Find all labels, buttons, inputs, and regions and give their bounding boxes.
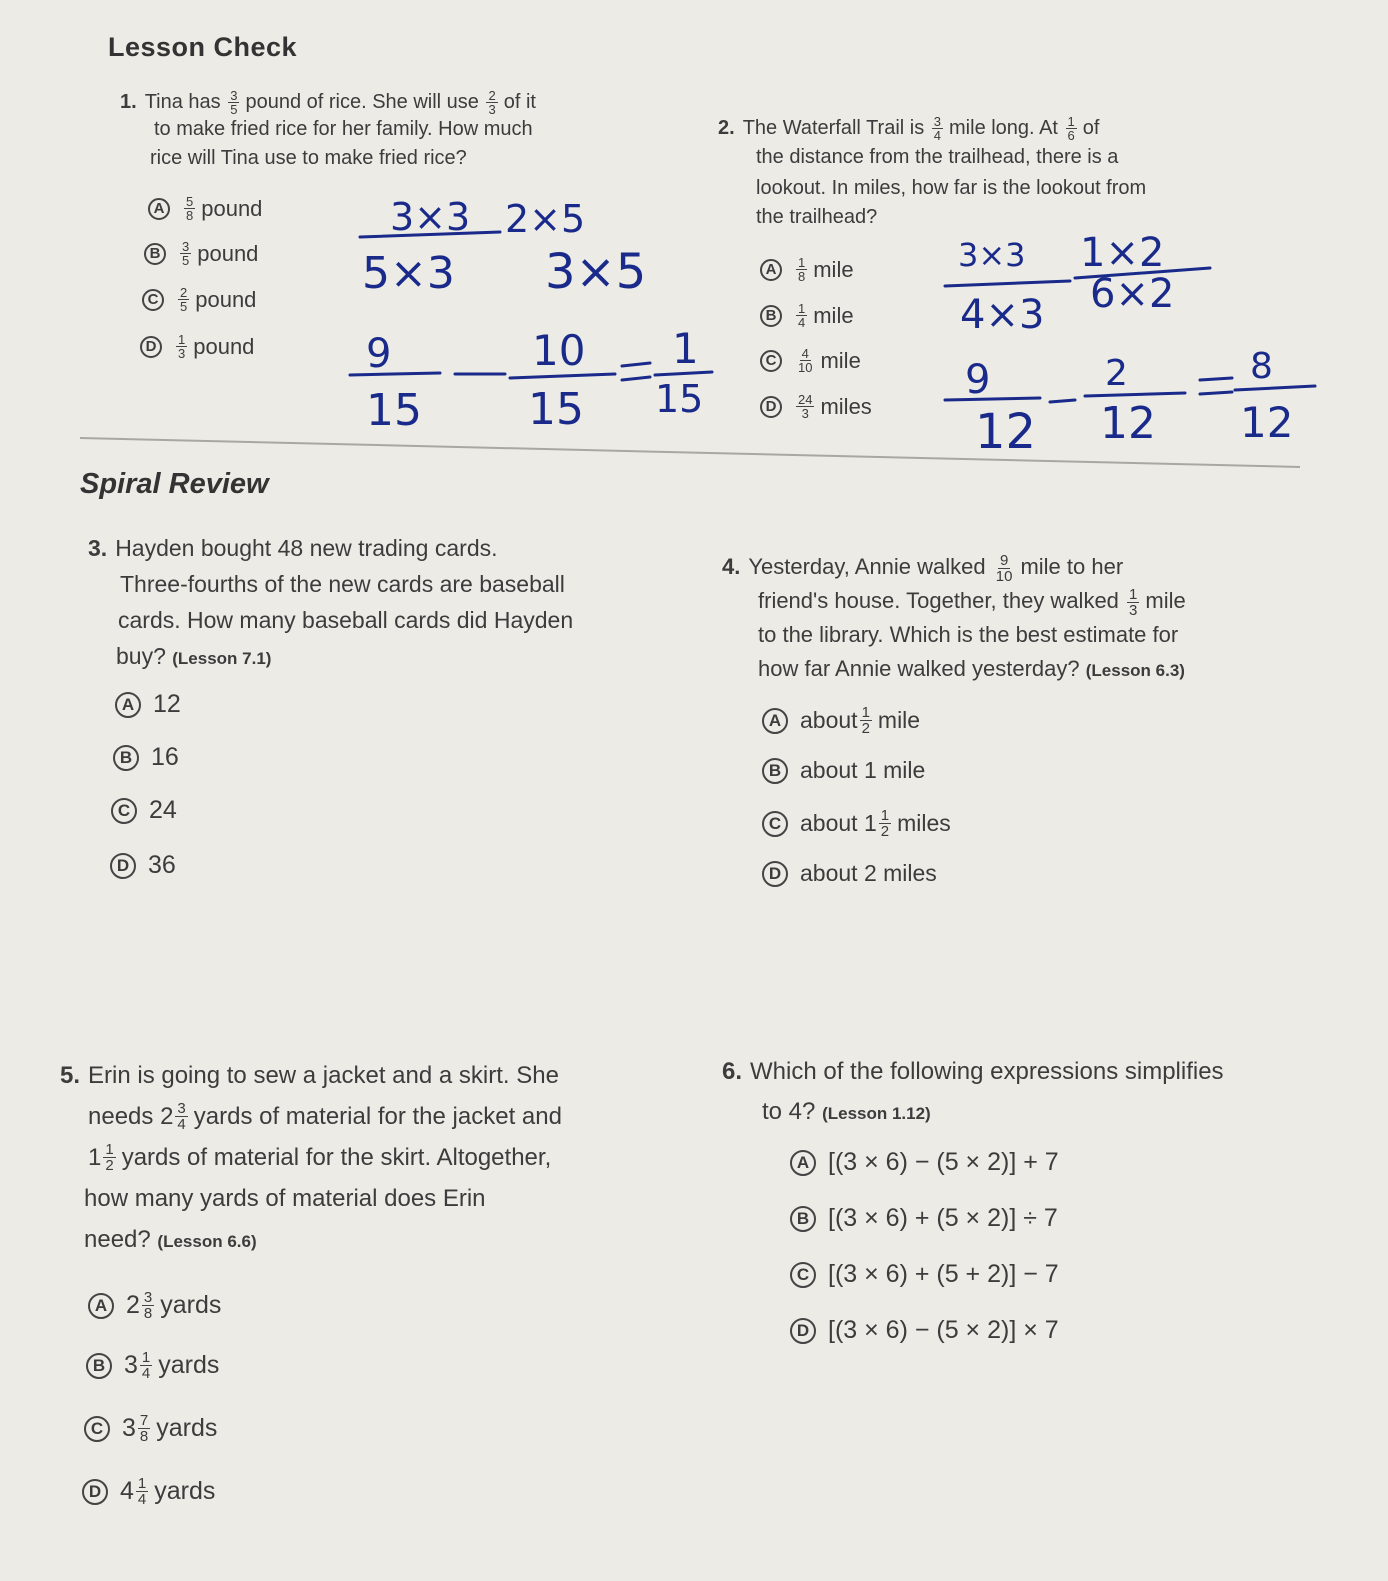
q3-line-3: cards. How many baseball cards did Hayden (118, 607, 574, 633)
answer-bubble[interactable]: B (113, 745, 139, 771)
answer-bubble[interactable]: A (790, 1150, 816, 1176)
q5-line-5: need? (84, 1226, 151, 1253)
q1-number: 1. (120, 91, 137, 113)
q2-text: The Waterfall Trail is (742, 117, 925, 139)
q5-option-a[interactable]: A 2 $\frac{3}{8}$ yards (88, 1290, 221, 1321)
q1-text: Tina has (144, 91, 221, 113)
q5-option-b[interactable]: B 3 $\frac{1}{4}$ yards (86, 1350, 219, 1381)
hw-q1-bot-right: 3×5 (545, 244, 647, 300)
hw-q1-res-n: 1 (672, 324, 699, 373)
q1-option-c[interactable]: C $\frac{2}{5}$ pound (142, 286, 256, 313)
hw-q1-bot-left: 5×3 (362, 248, 455, 299)
answer-bubble[interactable]: A (88, 1293, 114, 1319)
q3-number: 3. (88, 535, 108, 561)
answer-bubble[interactable]: A (115, 692, 141, 718)
q4-fraction-1: $\frac{9}{10}$ (995, 551, 1013, 585)
hw-q1-top-left: 3×3 (390, 195, 471, 239)
answer-bubble[interactable]: D (762, 861, 788, 887)
answer-bubble[interactable]: C (790, 1262, 816, 1288)
hw-q2-top-left: 3×3 (958, 236, 1026, 274)
hw-q2-sub-b-n: 2 (1105, 353, 1128, 394)
q2-option-c[interactable]: C $\frac{4}{10}$ mile (760, 347, 861, 374)
q3-line-4: buy? (116, 643, 166, 669)
q1-fraction-2: $\frac{2}{3}$ (488, 88, 496, 118)
q5-option-d[interactable]: D 4 $\frac{1}{4}$ yards (82, 1476, 215, 1507)
hw-q1-top-right: 2×5 (505, 197, 586, 241)
q4-number: 4. (722, 554, 741, 579)
q6-lesson-ref: (Lesson 1.12) (822, 1104, 931, 1123)
hw-q1-res-d: 15 (655, 377, 704, 421)
answer-bubble[interactable]: C (111, 798, 137, 824)
question-3 (88, 530, 688, 677)
hw-q1-sub-b-n: 10 (532, 326, 586, 375)
hw-q2-sub-b-d: 12 (1100, 398, 1156, 449)
q3-option-d[interactable]: D 36 (110, 851, 176, 880)
hw-q2-bot-right: 6×2 (1090, 271, 1175, 317)
question-6 (722, 1052, 1342, 1134)
q5-mixed-2: 1 $\frac{1}{2}$ (88, 1141, 114, 1174)
lesson-check-title: Lesson Check (108, 32, 298, 62)
q3-line-1: Hayden bought 48 new trading cards. (115, 535, 498, 561)
q4-text: mile to her (1020, 554, 1124, 579)
question-5 (60, 1055, 700, 1262)
q6-number: 6. (722, 1058, 743, 1085)
q4-text: Yesterday, Annie walked (748, 554, 986, 579)
hw-q1-sub-a-n: 9 (366, 331, 392, 377)
q4-line-3: to the library. Which is the best estimate for (758, 622, 1179, 647)
q5-line-1: Erin is going to sew a jacket and a skirt. She (88, 1062, 559, 1089)
q5-text: yards of material for the jacket and (193, 1103, 562, 1130)
answer-bubble[interactable]: B (86, 1353, 112, 1379)
spiral-review-title: Spiral Review (80, 468, 269, 500)
q2-line-4: the trailhead? (756, 206, 878, 228)
hw-q2-res-d: 12 (1240, 398, 1294, 447)
q4-text: mile (1145, 588, 1186, 613)
q4-option-c[interactable]: C about 1 $\frac{1}{2}$ miles (762, 808, 951, 839)
q2-option-b[interactable]: B $\frac{1}{4}$ mile (760, 302, 854, 329)
answer-bubble[interactable]: D (760, 396, 782, 418)
answer-bubble[interactable]: B (760, 305, 782, 327)
q1-text: pound of rice. She will use (245, 91, 479, 113)
q5-text: needs (88, 1103, 154, 1130)
q5-mixed-1: 2 $\frac{3}{4}$ (160, 1100, 186, 1133)
q4-text: friend's house. Together, they walked (758, 588, 1119, 613)
answer-bubble[interactable]: B (790, 1206, 816, 1232)
q3-option-a[interactable]: A 12 (115, 690, 181, 719)
q2-fraction-2: $\frac{1}{6}$ (1067, 114, 1075, 144)
answer-bubble[interactable]: C (84, 1416, 110, 1442)
q2-text: of (1082, 117, 1100, 139)
q4-lesson-ref: (Lesson 6.3) (1085, 661, 1185, 680)
q6-option-d[interactable]: D [(3 × 6) − (5 × 2)] × 7 (790, 1316, 1059, 1345)
q3-line-2: Three-fourths of the new cards are baseball (120, 571, 565, 597)
q5-lesson-ref: (Lesson 6.6) (157, 1232, 257, 1251)
answer-bubble[interactable]: A (762, 708, 788, 734)
q2-text: mile long. At (949, 117, 1058, 139)
answer-bubble[interactable]: B (762, 758, 788, 784)
q6-line-1: Which of the following expressions simplifies (750, 1058, 1224, 1085)
answer-bubble[interactable]: D (82, 1479, 108, 1505)
q1-option-d[interactable]: D $\frac{1}{3}$ pound (140, 333, 254, 360)
q4-option-a[interactable]: A about $\frac{1}{2}$ mile (762, 705, 920, 736)
answer-bubble[interactable]: A (760, 259, 782, 281)
q5-number: 5. (60, 1062, 81, 1089)
q6-option-b[interactable]: B [(3 × 6) + (5 × 2)] ÷ 7 (790, 1204, 1058, 1233)
q5-option-c[interactable]: C 3 $\frac{7}{8}$ yards (84, 1413, 217, 1444)
answer-bubble[interactable]: C (142, 289, 164, 311)
q4-option-b[interactable]: B about 1 mile (762, 757, 925, 784)
q5-line-4: how many yards of material does Erin (84, 1185, 486, 1212)
hw-q2-top-right: 1×2 (1080, 230, 1165, 276)
q2-fraction-1: $\frac{3}{4}$ (933, 114, 942, 144)
hw-q2-res-n: 8 (1250, 346, 1273, 387)
q4-line-4: how far Annie walked yesterday? (758, 656, 1080, 681)
q2-line-2: the distance from the trailhead, there is a (756, 146, 1119, 168)
q2-option-d[interactable]: D $\frac{24}{3}$ miles (760, 393, 872, 420)
answer-bubble[interactable]: D (110, 853, 136, 879)
q2-line-3: lookout. In miles, how far is the lookout from (756, 177, 1147, 199)
q6-line-2: to 4? (762, 1098, 816, 1125)
q3-lesson-ref: (Lesson 7.1) (172, 649, 272, 668)
answer-bubble[interactable]: C (760, 350, 782, 372)
q3-option-c[interactable]: C 24 (111, 796, 177, 825)
section-divider (0, 0, 1388, 480)
question-4 (722, 550, 1342, 688)
hw-q2-sub-a-d: 12 (975, 404, 1037, 460)
hw-q2-bot-left: 4×3 (960, 292, 1045, 338)
hw-q2-sub-a-n: 9 (965, 357, 991, 403)
hw-q1-sub-a-d: 15 (366, 385, 422, 436)
q6-option-a[interactable]: A [(3 × 6) − (5 × 2)] + 7 (790, 1148, 1059, 1177)
answer-bubble[interactable]: D (140, 336, 162, 358)
q1-option-a[interactable]: A $\frac{5}{8}$ pound (148, 195, 262, 222)
q1-fraction-1: $\frac{3}{5}$ (230, 88, 238, 118)
q1-line-3: rice will Tina use to make fried rice? (150, 147, 467, 169)
q4-option-d[interactable]: D about 2 miles (762, 860, 937, 887)
q2-option-a[interactable]: A $\frac{1}{8}$ mile (760, 256, 854, 283)
answer-bubble[interactable]: B (144, 243, 166, 265)
answer-bubble[interactable]: C (762, 811, 788, 837)
q1-option-b[interactable]: B $\frac{3}{5}$ pound (144, 240, 258, 267)
answer-bubble[interactable]: D (790, 1318, 816, 1344)
q4-fraction-2: $\frac{1}{3}$ (1129, 585, 1138, 619)
q3-option-b[interactable]: B 16 (113, 743, 179, 772)
q1-text: of it (503, 91, 536, 113)
answer-bubble[interactable]: A (148, 198, 170, 220)
hw-q1-sub-b-d: 15 (528, 384, 584, 435)
q5-text: yards of material for the skirt. Altogether, (121, 1144, 552, 1171)
q2-number: 2. (718, 117, 735, 139)
q1-line-2: to make fried rice for her family. How much (154, 118, 533, 140)
q6-option-c[interactable]: C [(3 × 6) + (5 + 2)] − 7 (790, 1260, 1059, 1289)
